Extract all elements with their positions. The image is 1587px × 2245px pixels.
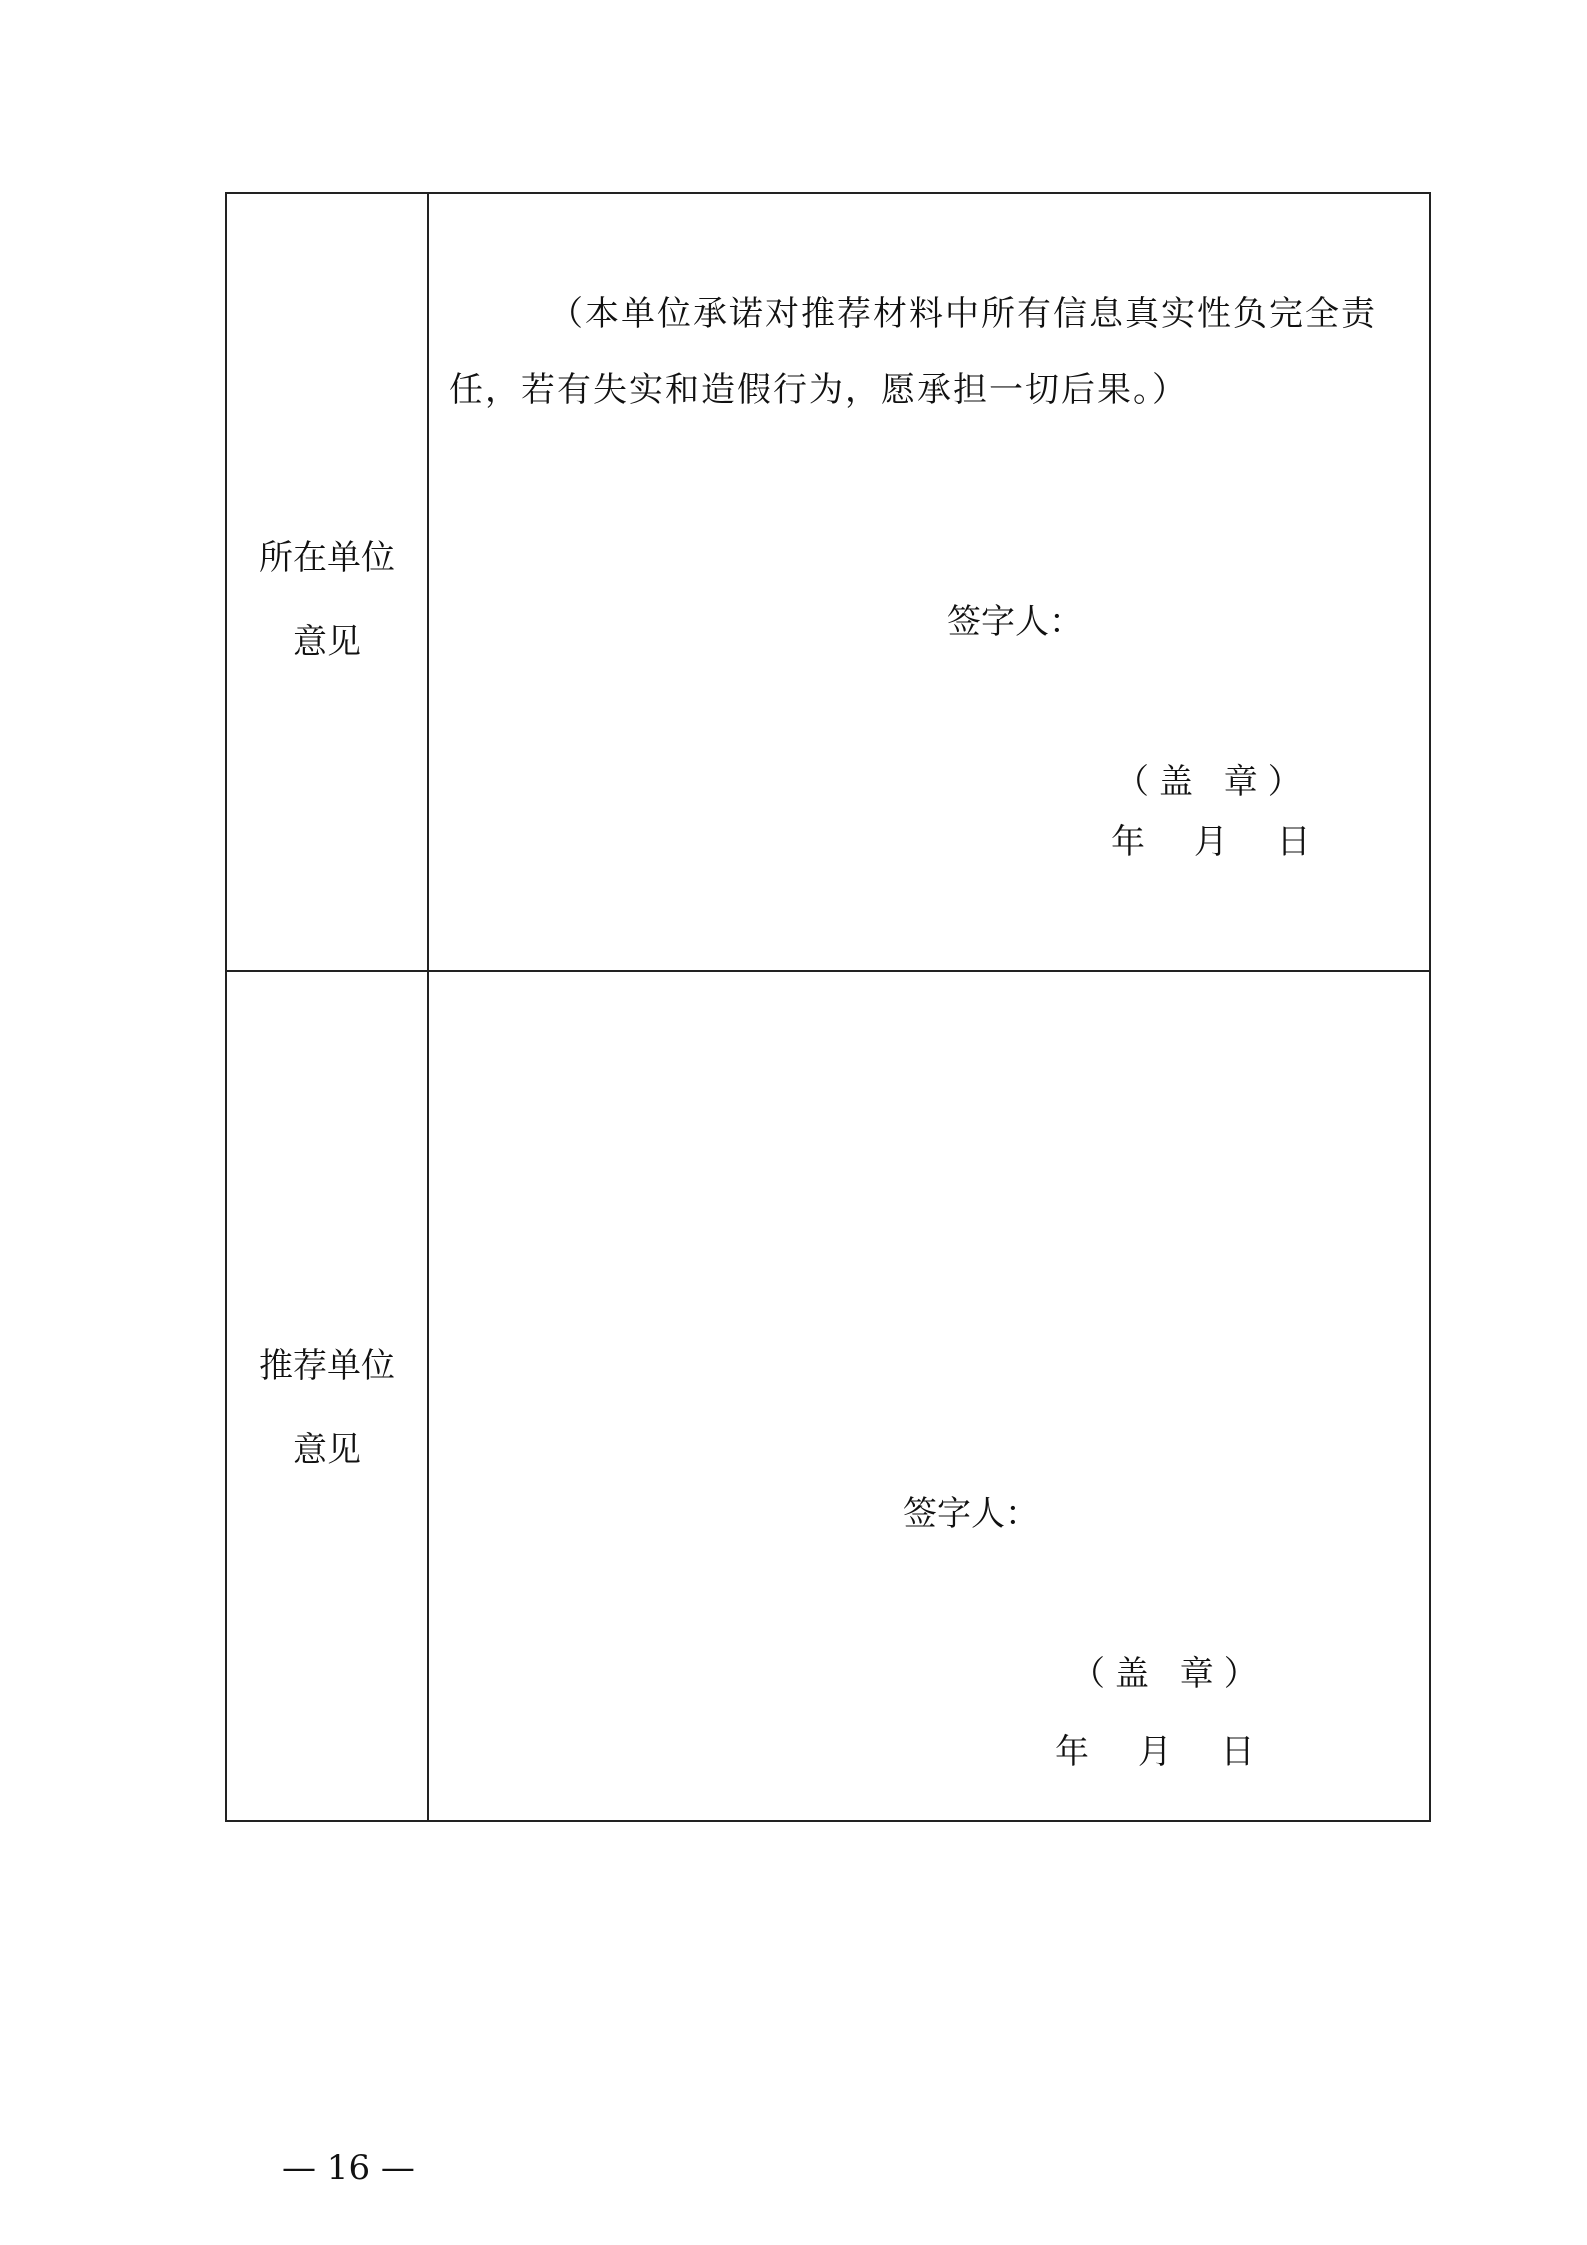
recommend-opinion-label-line2: 意见 xyxy=(293,1430,361,1470)
unit-signatory-label: 签字人： xyxy=(947,602,1083,642)
recommend-opinion-label-line1: 推荐单位 xyxy=(259,1346,395,1386)
unit-opinion-label xyxy=(227,516,427,684)
unit-opinion-label-line2: 意见 xyxy=(293,622,361,662)
unit-date-month: 月 xyxy=(1193,822,1228,862)
unit-commitment-text: （本单位承诺对推荐材料中所有信息真实性负完全责任，若有失实和造假行为，愿承担一切后果。） xyxy=(449,294,1377,410)
unit-date-year: 年 xyxy=(1111,822,1145,862)
recommend-seal-label: （盖 章） xyxy=(1071,1654,1268,1694)
recommend-date-month: 月 xyxy=(1137,1732,1172,1772)
recommend-opinion-label xyxy=(227,1324,427,1492)
recommend-date-day: 日 xyxy=(1220,1732,1255,1772)
row-divider xyxy=(227,970,1429,972)
unit-opinion-label-line1: 所在单位 xyxy=(259,538,395,578)
opinion-form-table xyxy=(225,192,1431,1822)
unit-seal-label: （盖 章） xyxy=(1115,762,1312,802)
unit-date-line xyxy=(1111,814,1311,863)
recommend-date-year: 年 xyxy=(1055,1732,1089,1772)
column-divider xyxy=(427,194,429,1820)
page-number: — 16 — xyxy=(282,2148,415,2188)
unit-date-day: 日 xyxy=(1276,822,1311,862)
recommend-signatory-label: 签字人： xyxy=(903,1494,1039,1534)
recommend-date-line xyxy=(1055,1724,1255,1773)
